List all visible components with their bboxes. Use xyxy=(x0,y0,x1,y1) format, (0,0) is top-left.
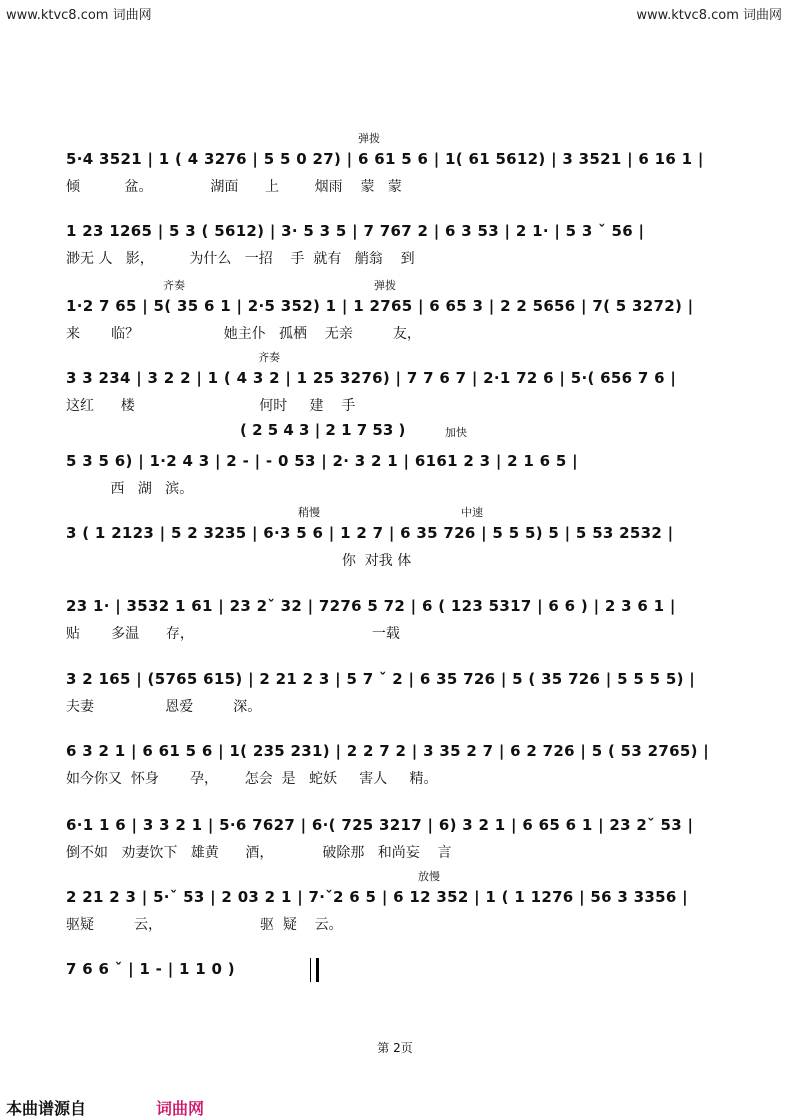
final-barline xyxy=(310,958,319,982)
footer-site-name: 词曲网 xyxy=(156,1099,205,1118)
jianpu-notes: 3 2 165 | (5765 615) | 2 21 2 3 | 5 7 ˇ 2 | 6 35 726 | 5 ( 35 726 | 5 5 5 5) | xyxy=(66,670,696,688)
jianpu-notes: 1 23 1265 | 5 3 ( 5612) | 3· 5 3 5 | 7 767 2 | 6 3 53 | 2 1· | 5 3 ˇ 56 | xyxy=(66,222,645,240)
performance-mark: 齐奏 xyxy=(163,279,185,292)
page-number: 第 2页 xyxy=(377,1041,413,1055)
jianpu-notes: 3 3 234 | 3 2 2 | 1 ( 4 3 2 | 1 25 3276) | 7 7 6 7 | 2·1 72 6 | 5·( 656 7 6 | xyxy=(66,369,677,387)
jianpu-notes: 5·4 3521 | 1 ( 4 3276 | 5 5 0 27) | 6 61 5 6 | 1( 61 5612) | 3 3521 | 6 16 1 | xyxy=(66,150,704,168)
footer-source-label: 本曲谱源自 xyxy=(6,1099,87,1118)
score-row xyxy=(0,132,790,220)
lyrics-line: 倾 盆。 湖面 上 烟雨 蒙 蒙 xyxy=(66,179,402,195)
lyrics-line: 驱疑 云， 驱 疑 云。 xyxy=(66,917,343,933)
site-header-right: www.ktvc8.com 词曲网 xyxy=(636,8,782,23)
score-row xyxy=(0,279,790,367)
score-row xyxy=(0,670,790,740)
score-row xyxy=(0,742,790,812)
score-row xyxy=(0,597,790,667)
score-row xyxy=(0,506,790,594)
lyrics-line: 如今你又 怀身 孕， 怎会 是 蛇妖 害人 精。 xyxy=(66,771,438,787)
performance-mark: 弹拨 xyxy=(374,279,396,292)
score-row xyxy=(0,452,790,522)
lyrics-line: 倒不如 劝妻饮下 雄黄 酒， 破除那 和尚妄 言 xyxy=(66,845,452,861)
lyrics-line: 这红 楼 何时 建 手 xyxy=(66,398,356,414)
site-header-left: www.ktvc8.com 词曲网 xyxy=(6,8,152,23)
score-row xyxy=(0,870,790,958)
tempo-mark-accelerate: 加快 xyxy=(445,426,467,439)
jianpu-notes: 6 3 2 1 | 6 61 5 6 | 1( 235 231) | 2 2 7 2 | 3 35 2 7 | 6 2 726 | 5 ( 53 2765) | xyxy=(66,742,710,760)
jianpu-notes: 7 6 6 ˇ | 1 - | 1 1 0 ) xyxy=(66,960,235,978)
performance-mark: 稍慢 xyxy=(298,506,320,519)
lyrics-line: 贴 多温 存， 一载 xyxy=(66,626,400,642)
jianpu-notes: 6·1 1 6 | 3 3 2 1 | 5·6 7627 | 6·( 725 3217 | 6) 3 2 1 | 6 65 6 1 | 23 2ˇ 53 | xyxy=(66,816,694,834)
jianpu-notes: 23 1· | 3532 1 61 | 23 2ˇ 32 | 7276 5 72 | 6 ( 123 5317 | 6 6 ) | 2 3 6 1 | xyxy=(66,597,676,615)
lyrics-line: 你 对我 体 xyxy=(66,553,412,569)
performance-mark: 放慢 xyxy=(418,870,440,883)
jianpu-notes: 1·2 7 65 | 5( 35 6 1 | 2·5 352) 1 | 1 2765 | 6 65 3 | 2 2 5656 | 7( 5 3272) | xyxy=(66,297,694,315)
performance-mark: 齐奏 xyxy=(258,351,280,364)
lyrics-line: 渺无 人 影， 为什么 一招 手 就有 艄翁 到 xyxy=(66,251,415,267)
lyrics-line: 夫妻 恩爱 深。 xyxy=(66,699,262,715)
score-row xyxy=(0,960,790,1030)
lyrics-line: 来 临？ 她主仆 孤栖 无亲 友， xyxy=(66,326,421,342)
lyrics-line: 西 湖 滨。 xyxy=(66,481,194,497)
performance-mark: 中速 xyxy=(461,506,483,519)
score-row xyxy=(0,351,790,439)
jianpu-notes: 3 ( 1 2123 | 5 2 3235 | 6·3 5 6 | 1 2 7 | 6 35 726 | 5 5 5) 5 | 5 53 2532 | xyxy=(66,524,674,542)
score-row xyxy=(0,816,790,886)
jianpu-notes: 2 21 2 3 | 5·ˇ 53 | 2 03 2 1 | 7·ˇ2 6 5 | 6 12 352 | 1 ( 1 1276 | 56 3 3356 | xyxy=(66,888,688,906)
performance-mark: 弹拨 xyxy=(358,132,380,145)
intro-phrase: ( 2 5 4 3 | 2 1 7 53 ) xyxy=(240,421,406,439)
jianpu-notes: 5 3 5 6) | 1·2 4 3 | 2 - | - 0 53 | 2· 3 2 1 | 6161 2 3 | 2 1 6 5 | xyxy=(66,452,578,470)
